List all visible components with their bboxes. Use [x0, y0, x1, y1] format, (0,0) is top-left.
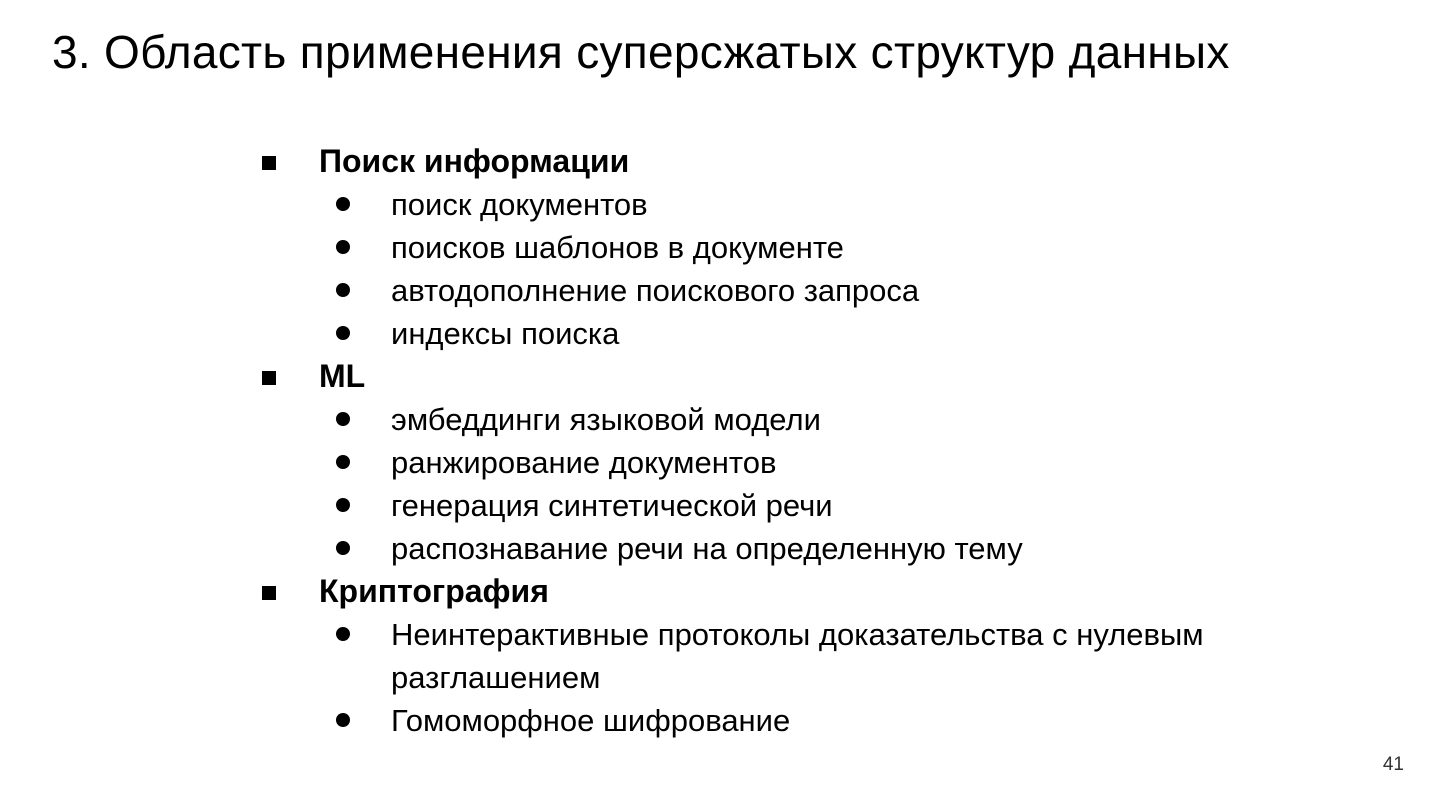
list-item: [258, 226, 1378, 269]
list-item-text: поиск документов: [391, 187, 648, 222]
section-cryptography: [258, 570, 1378, 742]
list-item: [258, 312, 1378, 355]
section-items: [258, 613, 1378, 742]
section-label: Поиск информации: [319, 143, 630, 179]
list-item-text: поисков шаблонов в документе: [391, 230, 844, 265]
square-bullet-icon: [262, 371, 276, 385]
section-items: [258, 183, 1378, 355]
list-item-text: автодополнение поискового запроса: [391, 273, 920, 308]
section-header: [258, 140, 1378, 183]
section-information-search: [258, 140, 1378, 355]
list-item: [258, 613, 1221, 699]
round-bullet-icon: [336, 541, 350, 555]
list-item-text: генерация синтетической речи: [391, 488, 833, 523]
round-bullet-icon: [336, 498, 350, 512]
round-bullet-icon: [336, 283, 350, 297]
list-item-text: эмбеддинги языковой модели: [391, 402, 821, 437]
round-bullet-icon: [336, 240, 350, 254]
slide-title: 3. Область применения суперсжатых структур данных: [52, 26, 1230, 78]
list-item: [258, 269, 1378, 312]
list-item: [258, 699, 1378, 742]
list-item: [258, 183, 1378, 226]
round-bullet-icon: [336, 713, 350, 727]
section-items: [258, 398, 1378, 570]
bullet-list: [258, 140, 1378, 742]
list-item: [258, 527, 1378, 570]
round-bullet-icon: [336, 412, 350, 426]
round-bullet-icon: [336, 627, 350, 641]
list-item-text: Гомоморфное шифрование: [391, 703, 791, 738]
section-ml: [258, 355, 1378, 570]
round-bullet-icon: [336, 455, 350, 469]
square-bullet-icon: [262, 586, 276, 600]
section-label: Криптография: [319, 573, 549, 609]
list-item-text: Неинтерактивные протоколы доказательства с нулевым разглашением: [391, 617, 1204, 695]
round-bullet-icon: [336, 326, 350, 340]
section-header: [258, 570, 1378, 613]
list-item: [258, 398, 1378, 441]
list-item-text: индексы поиска: [391, 316, 620, 351]
list-item-text: ранжирование документов: [391, 445, 777, 480]
page-number: 41: [1382, 754, 1404, 775]
list-item: [258, 484, 1378, 527]
section-label: ML: [319, 358, 366, 394]
round-bullet-icon: [336, 197, 350, 211]
list-item-text: распознавание речи на определенную тему: [391, 531, 1023, 566]
list-item: [258, 441, 1378, 484]
section-header: [258, 355, 1378, 398]
square-bullet-icon: [262, 156, 276, 170]
